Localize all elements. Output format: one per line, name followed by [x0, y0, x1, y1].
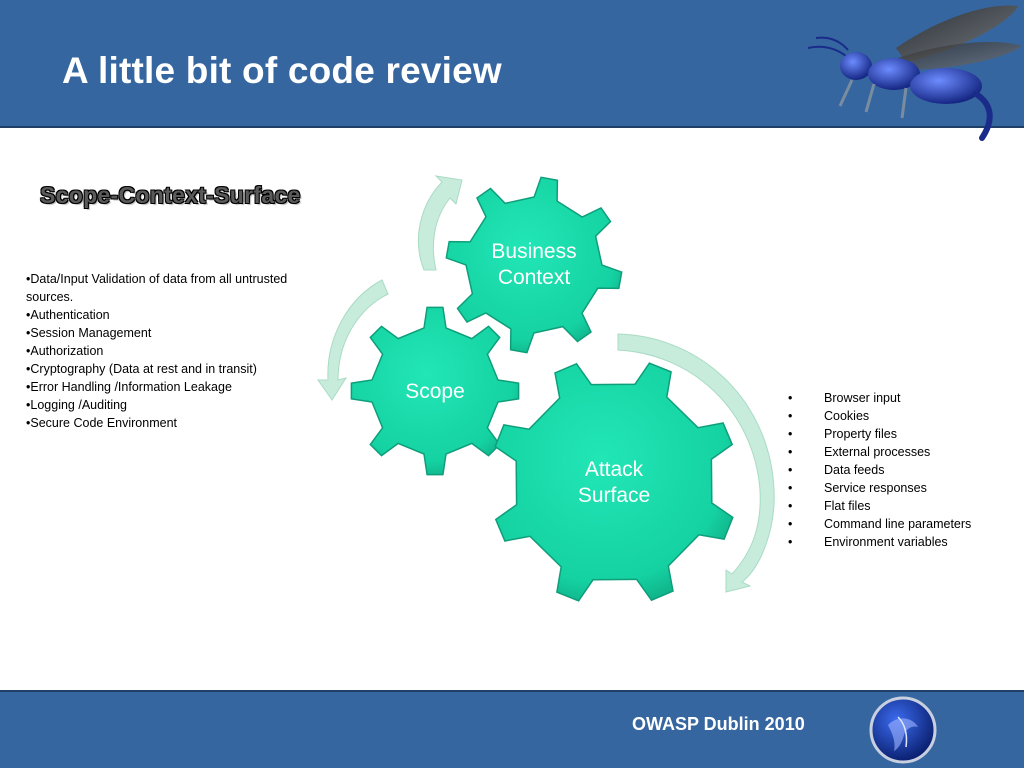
list-item: • Cookies: [786, 407, 1016, 425]
list-item: • Environment variables: [786, 533, 1016, 551]
list-item: • Data feeds: [786, 461, 1016, 479]
list-item: • Flat files: [786, 497, 1016, 515]
attack-surface-inputs-list: [786, 389, 1016, 551]
gear-label-business-context: Business Context: [491, 240, 577, 289]
list-item: • Logging /Auditing: [26, 396, 336, 414]
wasp-icon: [786, 0, 1024, 145]
list-item: • Authentication: [26, 306, 336, 324]
gear-diagram: [300, 160, 800, 620]
section-heading: Scope-Context-Surface: [40, 182, 301, 208]
slide-header: [0, 0, 1024, 128]
list-item: • Command line parameters: [786, 515, 1016, 533]
list-item: • Session Management: [26, 324, 336, 342]
list-item: • Browser input: [786, 389, 1016, 407]
owasp-logo-icon: [868, 695, 938, 765]
gear-label-scope: Scope: [405, 380, 465, 403]
list-item: • Property files: [786, 425, 1016, 443]
slide-title: A little bit of code review: [62, 50, 502, 91]
list-item: • Cryptography (Data at rest and in transit): [26, 360, 336, 378]
footer-text: OWASP Dublin 2010: [632, 714, 805, 734]
list-item: • Service responses: [786, 479, 1016, 497]
list-item: • Authorization: [26, 342, 336, 360]
security-topics-list: [26, 270, 336, 432]
gear-diagram-graphic: [300, 160, 800, 620]
list-item: • Error Handling /Information Leakage: [26, 378, 336, 396]
list-item: • External processes: [786, 443, 1016, 461]
gear-label-attack-surface: Attack Surface: [577, 458, 651, 507]
list-item: • Data/Input Validation of data from all untrusted sources.: [26, 270, 336, 306]
list-item: • Secure Code Environment: [26, 414, 336, 432]
slide-footer: [0, 690, 1024, 768]
